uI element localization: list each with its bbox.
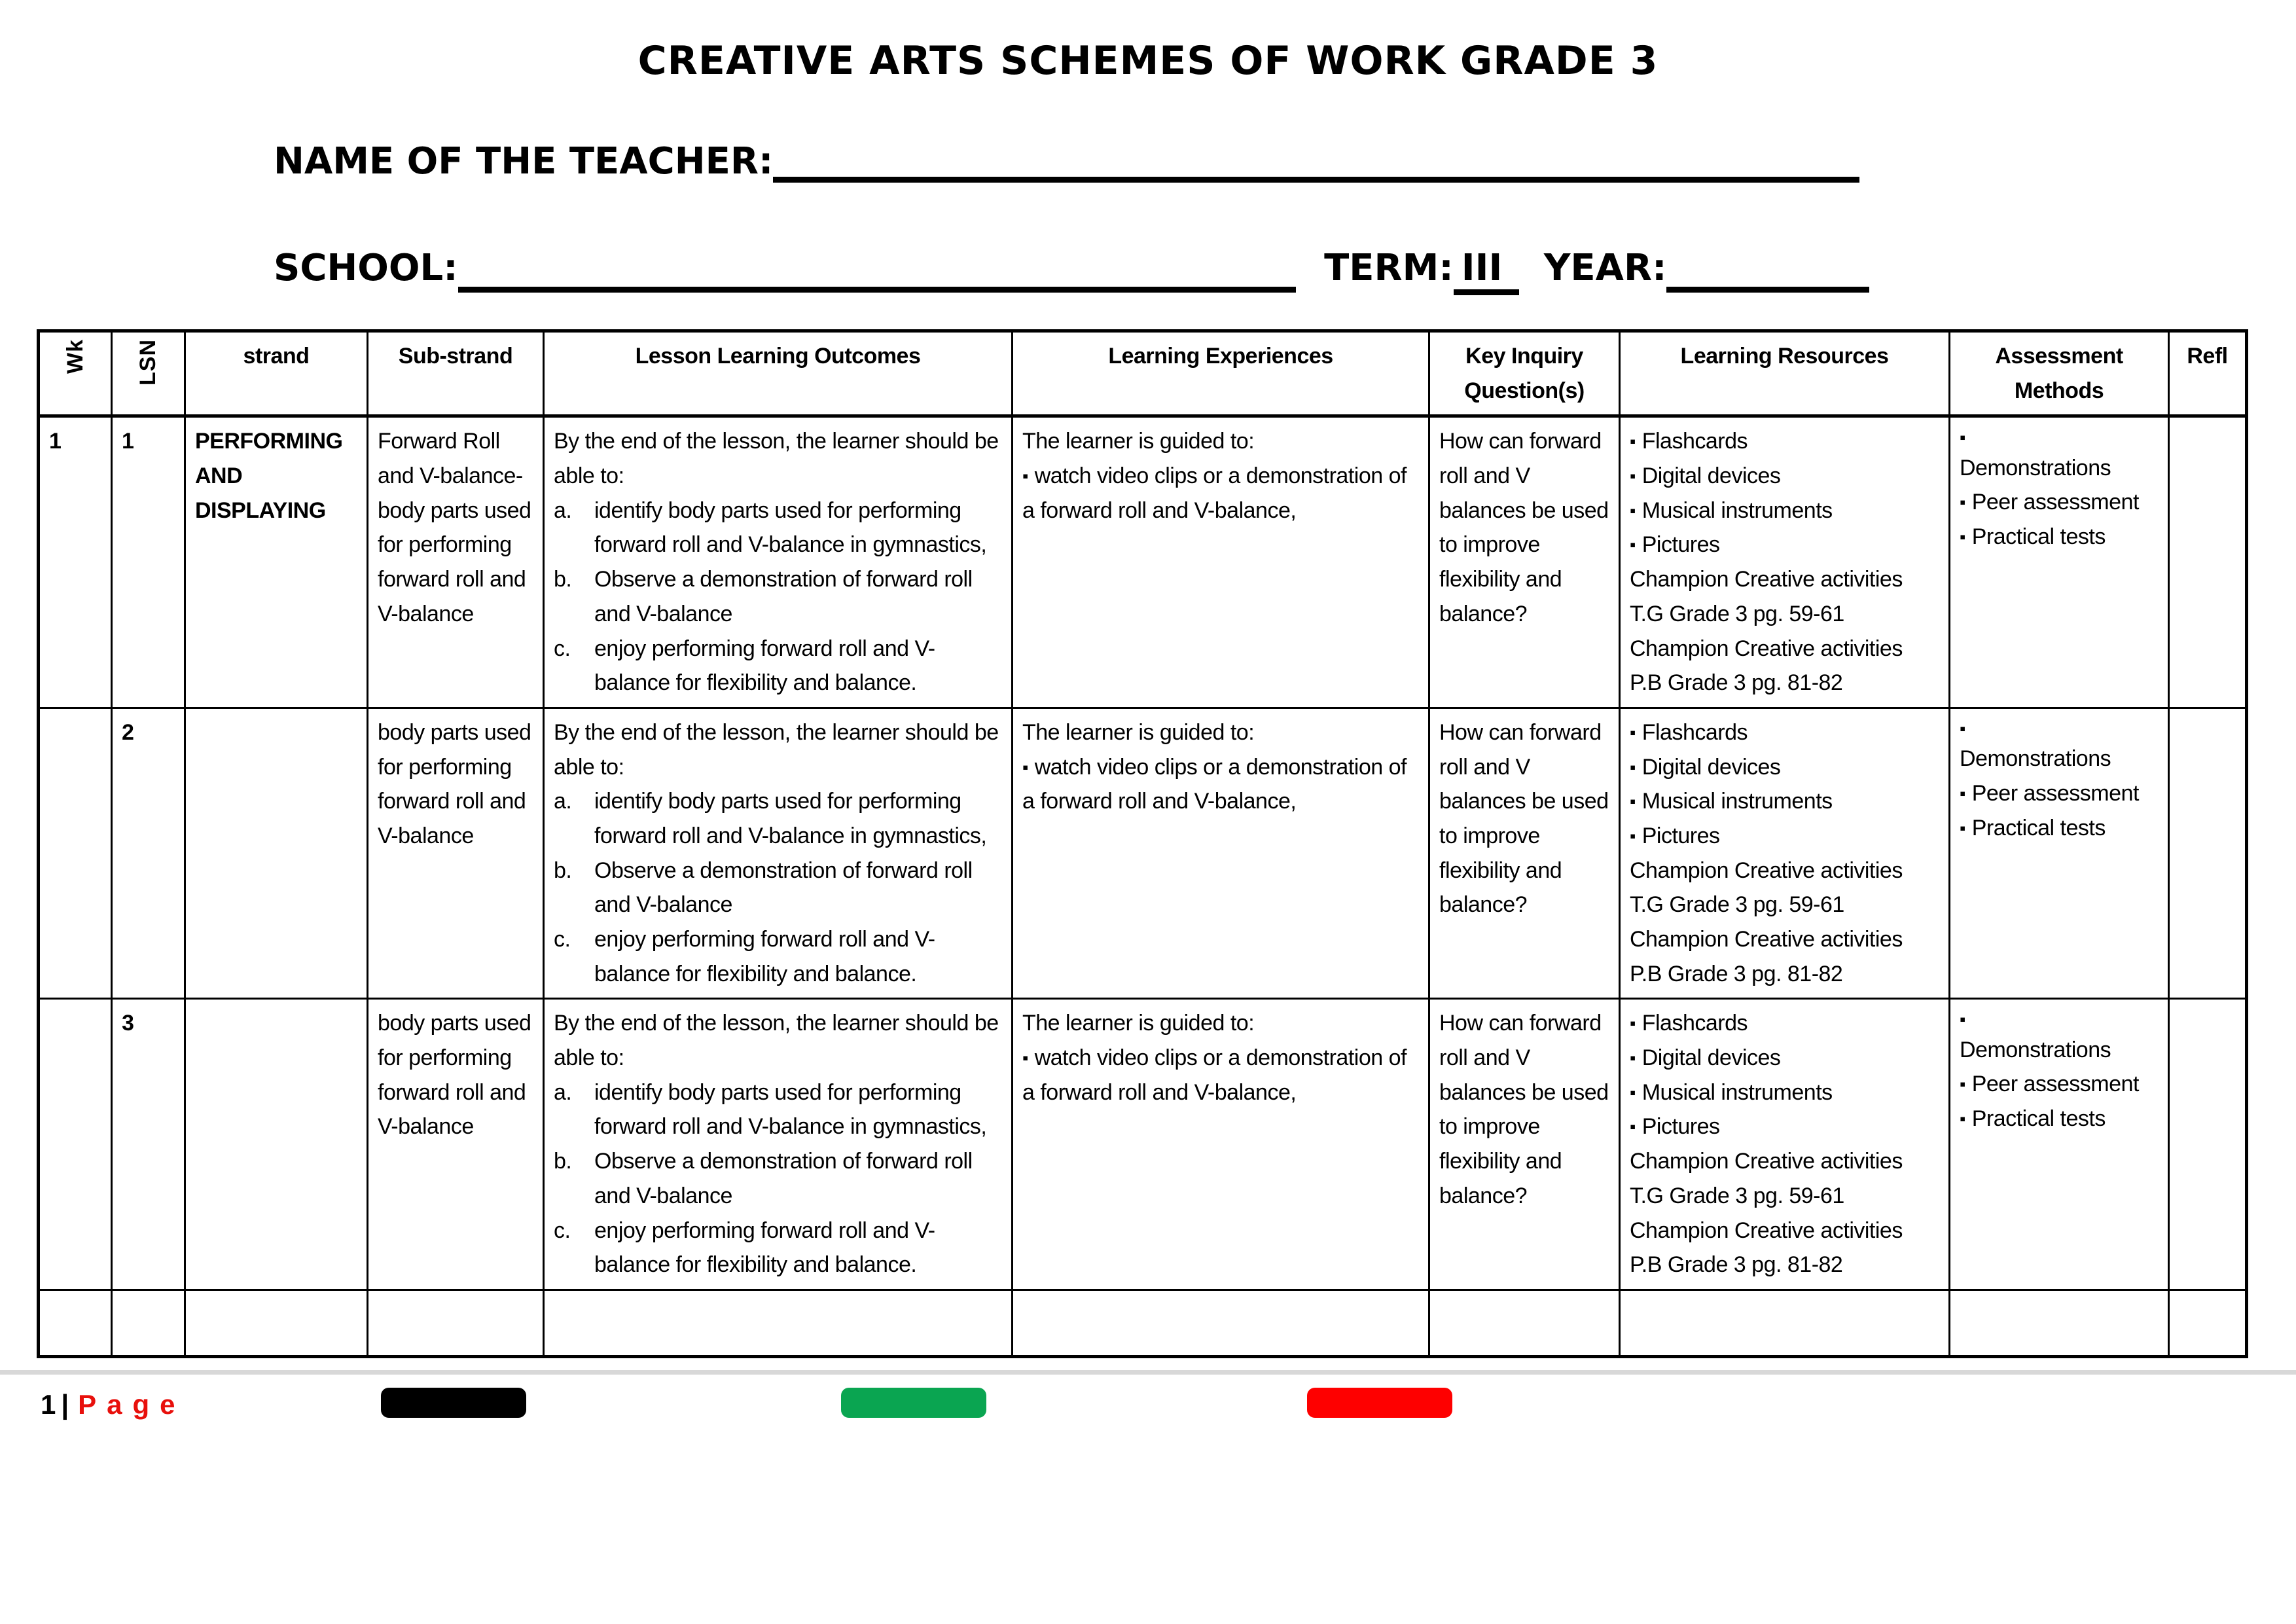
resource-item: ▪ Musical instruments <box>1630 1079 1833 1105</box>
square-bullet-icon: ▪ <box>1960 527 1965 547</box>
inquiry-cell: How can forward roll and V balances be used to improve flexibility and balance? <box>1429 999 1620 1290</box>
assessment-item: ▪ Practical tests <box>1960 524 2106 550</box>
column-header-strand: strand <box>185 331 368 416</box>
outcome-item: c. enjoy performing forward roll and V-balance for flexibility and balance. <box>554 927 935 986</box>
square-bullet-icon: ▪ <box>1630 825 1636 846</box>
lsn-cell: 2 <box>112 708 185 999</box>
square-bullet-icon: ▪ <box>1960 718 1965 738</box>
square-bullet-icon: ▪ <box>1022 466 1028 486</box>
empty-cell <box>185 1290 368 1356</box>
square-bullet-icon: ▪ <box>1960 1009 1965 1030</box>
resource-item: ▪ Pictures <box>1630 1114 1720 1140</box>
outcome-item: b. Observe a demonstration of forward roll and V-balance <box>554 567 973 626</box>
resource-item: ▪ Flashcards <box>1630 429 1748 454</box>
refl-cell <box>2169 999 2247 1290</box>
column-header-outcomes: Lesson Learning Outcomes <box>544 331 1013 416</box>
square-bullet-icon: ▪ <box>1630 1048 1636 1068</box>
table-row-lesson-2 <box>39 708 2247 999</box>
assessment-item: ▪ Practical tests <box>1960 1106 2106 1132</box>
column-header-resources: Learning Resources <box>1620 331 1950 416</box>
assessment-cell <box>1950 708 2169 999</box>
square-bullet-icon: ▪ <box>1022 1048 1028 1068</box>
year-label: YEAR: <box>1543 247 1667 289</box>
strand-cell <box>185 999 368 1290</box>
school-line <box>37 247 2259 293</box>
footer-divider <box>0 1370 2296 1375</box>
footer-separator: | <box>61 1388 69 1420</box>
page-title: CREATIVE ARTS SCHEMES OF WORK GRADE 3 <box>637 38 1659 84</box>
resources-cell <box>1620 999 1950 1290</box>
empty-table-row <box>39 1290 2247 1356</box>
square-bullet-icon: ▪ <box>1630 791 1636 812</box>
substrand-cell: body parts used for performing forward roll and V-balance <box>368 708 544 999</box>
experiences-intro: The learner is guided to: <box>1022 719 1255 745</box>
experiences-intro: The learner is guided to: <box>1022 429 1255 454</box>
teacher-label: NAME OF THE TEACHER: <box>274 140 774 183</box>
square-bullet-icon: ▪ <box>1630 757 1636 777</box>
square-bullet-icon: ▪ <box>1960 783 1965 803</box>
refl-cell <box>2169 416 2247 708</box>
school-label: SCHOOL: <box>274 247 458 289</box>
square-bullet-icon: ▪ <box>1630 500 1636 520</box>
resource-item: ▪ Pictures <box>1630 823 1720 848</box>
resource-item: ▪ Digital devices <box>1630 463 1781 489</box>
outcomes-cell <box>544 999 1013 1290</box>
square-bullet-icon: ▪ <box>1960 427 1965 448</box>
square-bullet-icon: ▪ <box>1960 1109 1965 1129</box>
square-bullet-icon: ▪ <box>1022 757 1028 777</box>
square-bullet-icon: ▪ <box>1630 722 1636 742</box>
footer-bar-green <box>841 1388 986 1418</box>
experience-item: ▪ watch video clips or a demonstration of a forward roll and V-balance, <box>1022 463 1407 523</box>
schemes-of-work-table <box>37 329 2248 1358</box>
column-header-refl: Refl <box>2169 331 2247 416</box>
column-header-substrand: Sub-strand <box>368 331 544 416</box>
resource-line: Champion Creative activities P.B Grade 3 pg. 81-82 <box>1630 1218 1903 1278</box>
outcome-item: b. Observe a demonstration of forward roll and V-balance <box>554 1149 973 1208</box>
square-bullet-icon: ▪ <box>1630 466 1636 486</box>
table-header-row <box>39 331 2247 416</box>
resource-item: ▪ Pictures <box>1630 532 1720 558</box>
resource-line: Champion Creative activities T.G Grade 3 pg. 59-61 <box>1630 567 1903 626</box>
square-bullet-icon: ▪ <box>1960 818 1965 838</box>
page-footer <box>0 1375 2296 1453</box>
term-label: TERM: <box>1324 247 1454 289</box>
outcome-item: a. identify body parts used for performing forward roll and V-balance in gymnastics, <box>554 1079 987 1140</box>
substrand-cell: body parts used for performing forward roll and V-balance <box>368 999 544 1290</box>
resource-item: ▪ Musical instruments <box>1630 497 1833 523</box>
empty-cell <box>544 1290 1013 1356</box>
empty-cell <box>1013 1290 1429 1356</box>
teacher-line <box>37 140 2259 183</box>
assessment-item: ▪ Demonstrations <box>1960 715 2159 776</box>
resource-item: ▪ Digital devices <box>1630 754 1781 780</box>
assessment-item: ▪ Practical tests <box>1960 815 2106 840</box>
empty-cell <box>112 1290 185 1356</box>
footer-bar-black <box>381 1388 526 1418</box>
column-header-experiences: Learning Experiences <box>1013 331 1429 416</box>
footer-page-word: Page <box>78 1388 186 1420</box>
inquiry-cell: How can forward roll and V balances be used to improve flexibility and balance? <box>1429 416 1620 708</box>
resource-line: Champion Creative activities P.B Grade 3 pg. 81-82 <box>1630 927 1903 986</box>
term-value: III <box>1454 247 1520 295</box>
resource-item: ▪ Digital devices <box>1630 1045 1781 1071</box>
outcome-item: c. enjoy performing forward roll and V-balance for flexibility and balance. <box>554 1218 935 1278</box>
resource-line: Champion Creative activities T.G Grade 3 pg. 59-61 <box>1630 857 1903 918</box>
strand-cell <box>185 708 368 999</box>
square-bullet-icon: ▪ <box>1630 535 1636 555</box>
outcomes-cell <box>544 416 1013 708</box>
resources-cell <box>1620 708 1950 999</box>
outcomes-intro: By the end of the lesson, the learner should be able to: <box>554 719 999 780</box>
resource-item: ▪ Musical instruments <box>1630 789 1833 814</box>
year-blank <box>1666 255 1869 293</box>
empty-cell <box>368 1290 544 1356</box>
empty-cell <box>2169 1290 2247 1356</box>
footer-bar-red <box>1307 1388 1452 1418</box>
experience-item: ▪ watch video clips or a demonstration of a forward roll and V-balance, <box>1022 1045 1407 1105</box>
outcome-item: c. enjoy performing forward roll and V-balance for flexibility and balance. <box>554 636 935 696</box>
assessment-item: ▪ Demonstrations <box>1960 1006 2159 1067</box>
column-header-lsn: LSN <box>112 331 185 416</box>
experiences-cell <box>1013 708 1429 999</box>
assessment-cell <box>1950 416 2169 708</box>
assessment-cell <box>1950 999 2169 1290</box>
experiences-intro: The learner is guided to: <box>1022 1011 1255 1036</box>
resource-line: Champion Creative activities P.B Grade 3 pg. 81-82 <box>1630 636 1903 696</box>
square-bullet-icon: ▪ <box>1630 431 1636 452</box>
square-bullet-icon: ▪ <box>1630 1082 1636 1102</box>
school-blank <box>458 255 1296 293</box>
table-row-lesson-1 <box>39 416 2247 708</box>
assessment-item: ▪ Peer assessment <box>1960 490 2139 515</box>
resources-cell <box>1620 416 1950 708</box>
square-bullet-icon: ▪ <box>1960 492 1965 513</box>
empty-cell <box>1429 1290 1620 1356</box>
outcome-item: a. identify body parts used for performing forward roll and V-balance in gymnastics, <box>554 497 987 558</box>
square-bullet-icon: ▪ <box>1630 1117 1636 1137</box>
footer-page-number: 1 <box>41 1388 56 1420</box>
outcomes-cell <box>544 708 1013 999</box>
square-bullet-icon: ▪ <box>1960 1074 1965 1094</box>
table-row-lesson-3 <box>39 999 2247 1290</box>
column-header-assessment: Assessment Methods <box>1950 331 2169 416</box>
assessment-item: ▪ Peer assessment <box>1960 780 2139 806</box>
resource-item: ▪ Flashcards <box>1630 719 1748 745</box>
resource-item: ▪ Flashcards <box>1630 1011 1748 1036</box>
experiences-cell <box>1013 416 1429 708</box>
experience-item: ▪ watch video clips or a demonstration of a forward roll and V-balance, <box>1022 754 1407 814</box>
square-bullet-icon: ▪ <box>1630 1013 1636 1034</box>
empty-cell <box>1620 1290 1950 1356</box>
assessment-item: ▪ Demonstrations <box>1960 424 2159 485</box>
wk-cell <box>39 999 112 1290</box>
inquiry-cell: How can forward roll and V balances be used to improve flexibility and balance? <box>1429 708 1620 999</box>
outcome-item: a. identify body parts used for performing forward roll and V-balance in gymnastics, <box>554 789 987 848</box>
outcome-item: b. Observe a demonstration of forward roll and V-balance <box>554 857 973 918</box>
teacher-name-blank <box>773 145 1859 183</box>
wk-cell: 1 <box>39 416 112 708</box>
outcomes-intro: By the end of the lesson, the learner should be able to: <box>554 1011 999 1071</box>
experiences-cell <box>1013 999 1429 1290</box>
empty-cell <box>39 1290 112 1356</box>
empty-cell <box>1950 1290 2169 1356</box>
page-number-text <box>41 1389 186 1420</box>
lsn-cell: 1 <box>112 416 185 708</box>
resource-line: Champion Creative activities T.G Grade 3 pg. 59-61 <box>1630 1149 1903 1208</box>
column-header-inquiry: Key Inquiry Question(s) <box>1429 331 1620 416</box>
lsn-cell: 3 <box>112 999 185 1290</box>
assessment-item: ▪ Peer assessment <box>1960 1072 2139 1097</box>
refl-cell <box>2169 708 2247 999</box>
column-header-wk: Wk <box>39 331 112 416</box>
wk-cell <box>39 708 112 999</box>
outcomes-intro: By the end of the lesson, the learner should be able to: <box>554 429 999 489</box>
substrand-cell: Forward Roll and V-balance- body parts used for performing forward roll and V-balance <box>368 416 544 708</box>
strand-cell: PERFORMING AND DISPLAYING <box>185 416 368 708</box>
